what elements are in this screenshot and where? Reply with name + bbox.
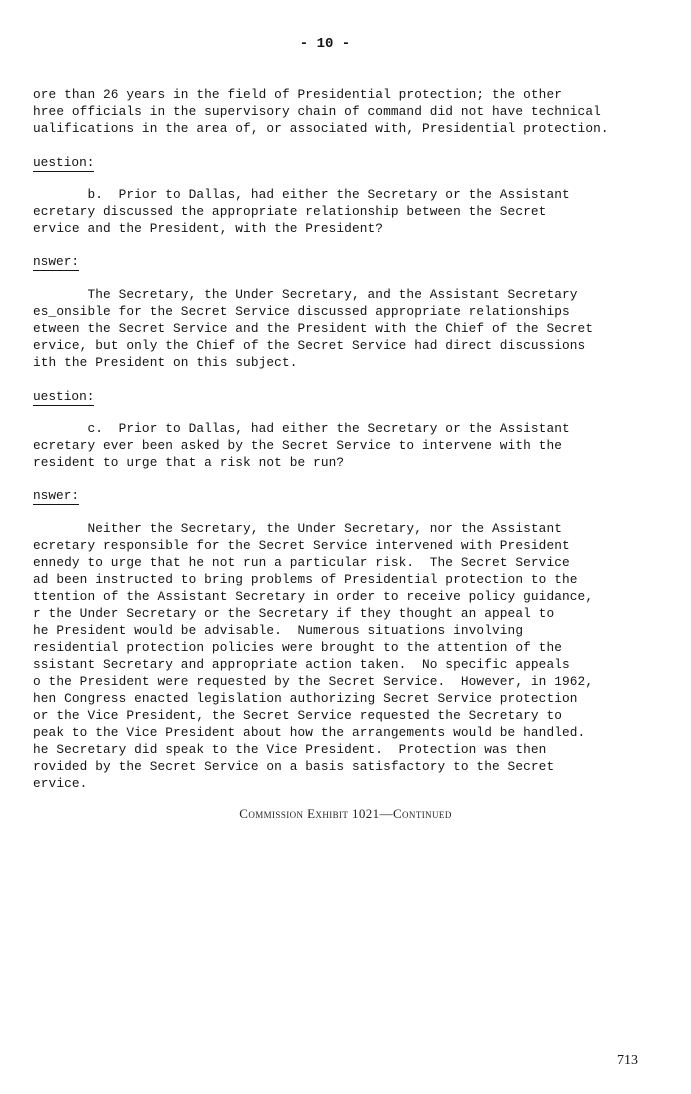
paragraph-line: etween the Secret Service and the President with the Chief of the Secret [33, 321, 594, 336]
paragraph-line: ualifications in the area of, or associated with, Presidential protection. [33, 121, 609, 136]
paragraph-line: he President would be advisable. Numerous situations involving [33, 623, 524, 638]
question-label: uestion: [33, 155, 95, 170]
paragraph-line: he Secretary did speak to the Vice President. Protection was then [33, 742, 547, 757]
paragraph-line: ennedy to urge that he not run a particular risk. The Secret Service [33, 555, 570, 570]
paragraph-line: r the Under Secretary or the Secretary if they thought an appeal to [33, 606, 555, 621]
paragraph-line: ervice. [33, 776, 88, 791]
paragraph-line: hree officials in the supervisory chain of command did not have technical [33, 104, 601, 119]
paragraph-line: c. Prior to Dallas, had either the Secretary or the Assistant [33, 421, 570, 436]
paragraph-line: ore than 26 years in the field of Presidential protection; the other [33, 87, 562, 102]
page-number: - 10 - [299, 36, 351, 52]
paragraph-line: ad been instructed to bring problems of Presidential protection to the [33, 572, 578, 587]
answer-label: nswer: [33, 488, 80, 503]
paragraph-line: ecretary discussed the appropriate relationship between the Secret [33, 204, 547, 219]
paragraph-line: o the President were requested by the Secret Service. However, in 1962, [33, 674, 594, 689]
paragraph-line: ecretary ever been asked by the Secret Service to intervene with the [33, 438, 562, 453]
paragraph-line: The Secretary, the Under Secretary, and the Assistant Secretary [33, 287, 578, 302]
paragraph-line: resident to urge that a risk not be run? [33, 455, 345, 470]
exhibit-caption: Commission Exhibit 1021—Continued [239, 806, 452, 821]
question-label: uestion: [33, 389, 95, 404]
paragraph-line: residential protection policies were brought to the attention of the [33, 640, 562, 655]
paragraph-line: hen Congress enacted legislation authorizing Secret Service protection [33, 691, 578, 706]
paragraph-line: rovided by the Secret Service on a basis satisfactory to the Secret [33, 759, 555, 774]
paragraph-line: ttention of the Assistant Secretary in order to receive policy guidance, [33, 589, 594, 604]
paragraph-line: peak to the Vice President about how the arrangements would be handled. [33, 725, 586, 740]
folio-page-number: 713 [617, 1053, 638, 1068]
paragraph-line: b. Prior to Dallas, had either the Secretary or the Assistant [33, 187, 570, 202]
paragraph-line: ervice, but only the Chief of the Secret Service had direct discussions [33, 338, 586, 353]
paragraph-line: or the Vice President, the Secret Service requested the Secretary to [33, 708, 562, 723]
paragraph-line: ervice and the President, with the President? [33, 221, 384, 236]
paragraph-line: es_onsible for the Secret Service discussed appropriate relationships [33, 304, 570, 319]
paragraph-line: Neither the Secretary, the Under Secretary, nor the Assistant [33, 521, 562, 536]
paragraph-line: ecretary responsible for the Secret Service intervened with President [33, 538, 570, 553]
answer-label: nswer: [33, 254, 80, 269]
paragraph-line: ith the President on this subject. [33, 355, 298, 370]
paragraph-line: ssistant Secretary and appropriate action taken. No specific appeals [33, 657, 570, 672]
